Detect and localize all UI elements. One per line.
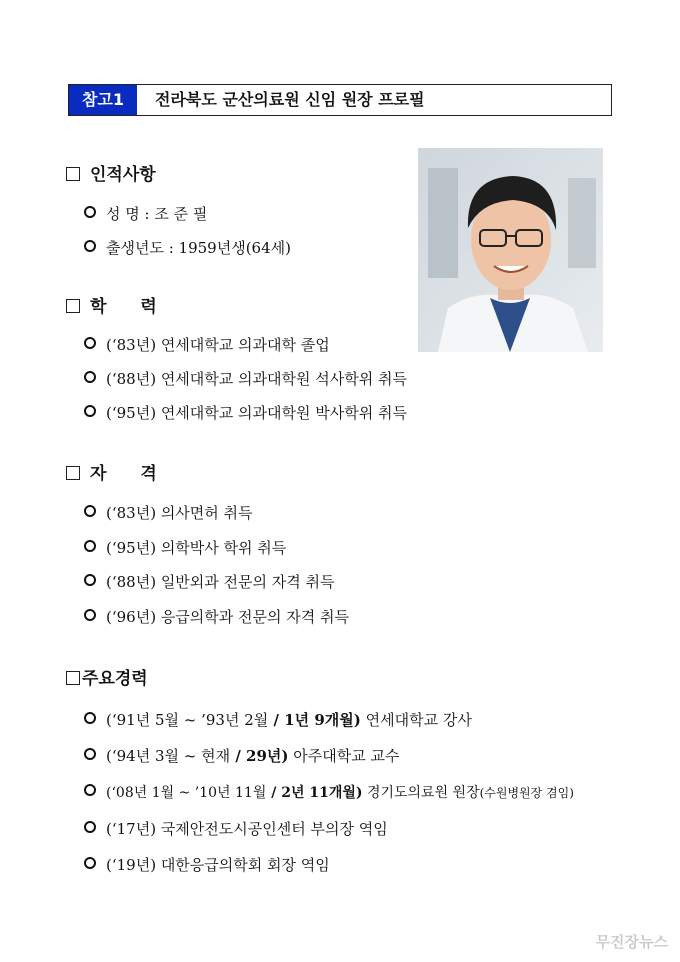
bullet-icon [84, 371, 96, 383]
watermark: 무진장뉴스 [595, 933, 668, 951]
section-qualification: 자 격 [66, 459, 171, 484]
section-personal: 인적사항 [66, 160, 156, 185]
header-box [68, 84, 612, 116]
section-career: 주요경력 [66, 664, 148, 689]
list-item: (‘95년) 의학박사 학위 취득 [84, 537, 286, 558]
bullet-icon [84, 405, 96, 417]
bullet-icon [84, 857, 96, 869]
list-item: 출생년도 : 1959년생(64세) [84, 237, 291, 258]
checkbox-icon [66, 466, 80, 480]
bullet-icon [84, 574, 96, 586]
profile-photo [418, 148, 603, 352]
list-item: (‘88년) 연세대학교 의과대학원 석사학위 취득 [84, 368, 407, 389]
list-item: (‘96년) 응급의학과 전문의 자격 취득 [84, 606, 349, 627]
bullet-icon [84, 206, 96, 218]
bullet-icon [84, 240, 96, 252]
list-item: (‘95년) 연세대학교 의과대학원 박사학위 취득 [84, 402, 407, 423]
bullet-icon [84, 821, 96, 833]
list-item: (‘83년) 의사면허 취득 [84, 502, 253, 523]
reference-tag: 참고1 [69, 85, 137, 115]
list-item: (‘83년) 연세대학교 의과대학 졸업 [84, 334, 330, 355]
list-item: (‘19년) 대한응급의학회 회장 역임 [84, 854, 330, 875]
bullet-icon [84, 540, 96, 552]
checkbox-icon [66, 671, 80, 685]
bullet-icon [84, 712, 96, 724]
list-item: (‘08년 1월 ~ ’10년 11월 / 2년 11개월) 경기도의료원 원장(수원병원장 겸임) [84, 782, 574, 802]
section-education: 학 력 [66, 292, 171, 317]
list-item: (‘88년) 일반외과 전문의 자격 취득 [84, 571, 335, 592]
checkbox-icon [66, 167, 80, 181]
bullet-icon [84, 505, 96, 517]
bullet-icon [84, 337, 96, 349]
bullet-icon [84, 784, 96, 796]
bullet-icon [84, 609, 96, 621]
bullet-icon [84, 748, 96, 760]
list-item: (‘91년 5월 ~ ’93년 2월 / 1년 9개월) 연세대학교 강사 [84, 709, 472, 730]
list-item: 성 명 : 조 준 필 [84, 203, 207, 224]
page-title: 전라북도 군산의료원 신임 원장 프로필 [155, 90, 425, 109]
checkbox-icon [66, 299, 80, 313]
list-item: (‘94년 3월 ~ 현재 / 29년) 아주대학교 교수 [84, 745, 399, 766]
list-item: (‘17년) 국제안전도시공인센터 부의장 역임 [84, 818, 388, 839]
